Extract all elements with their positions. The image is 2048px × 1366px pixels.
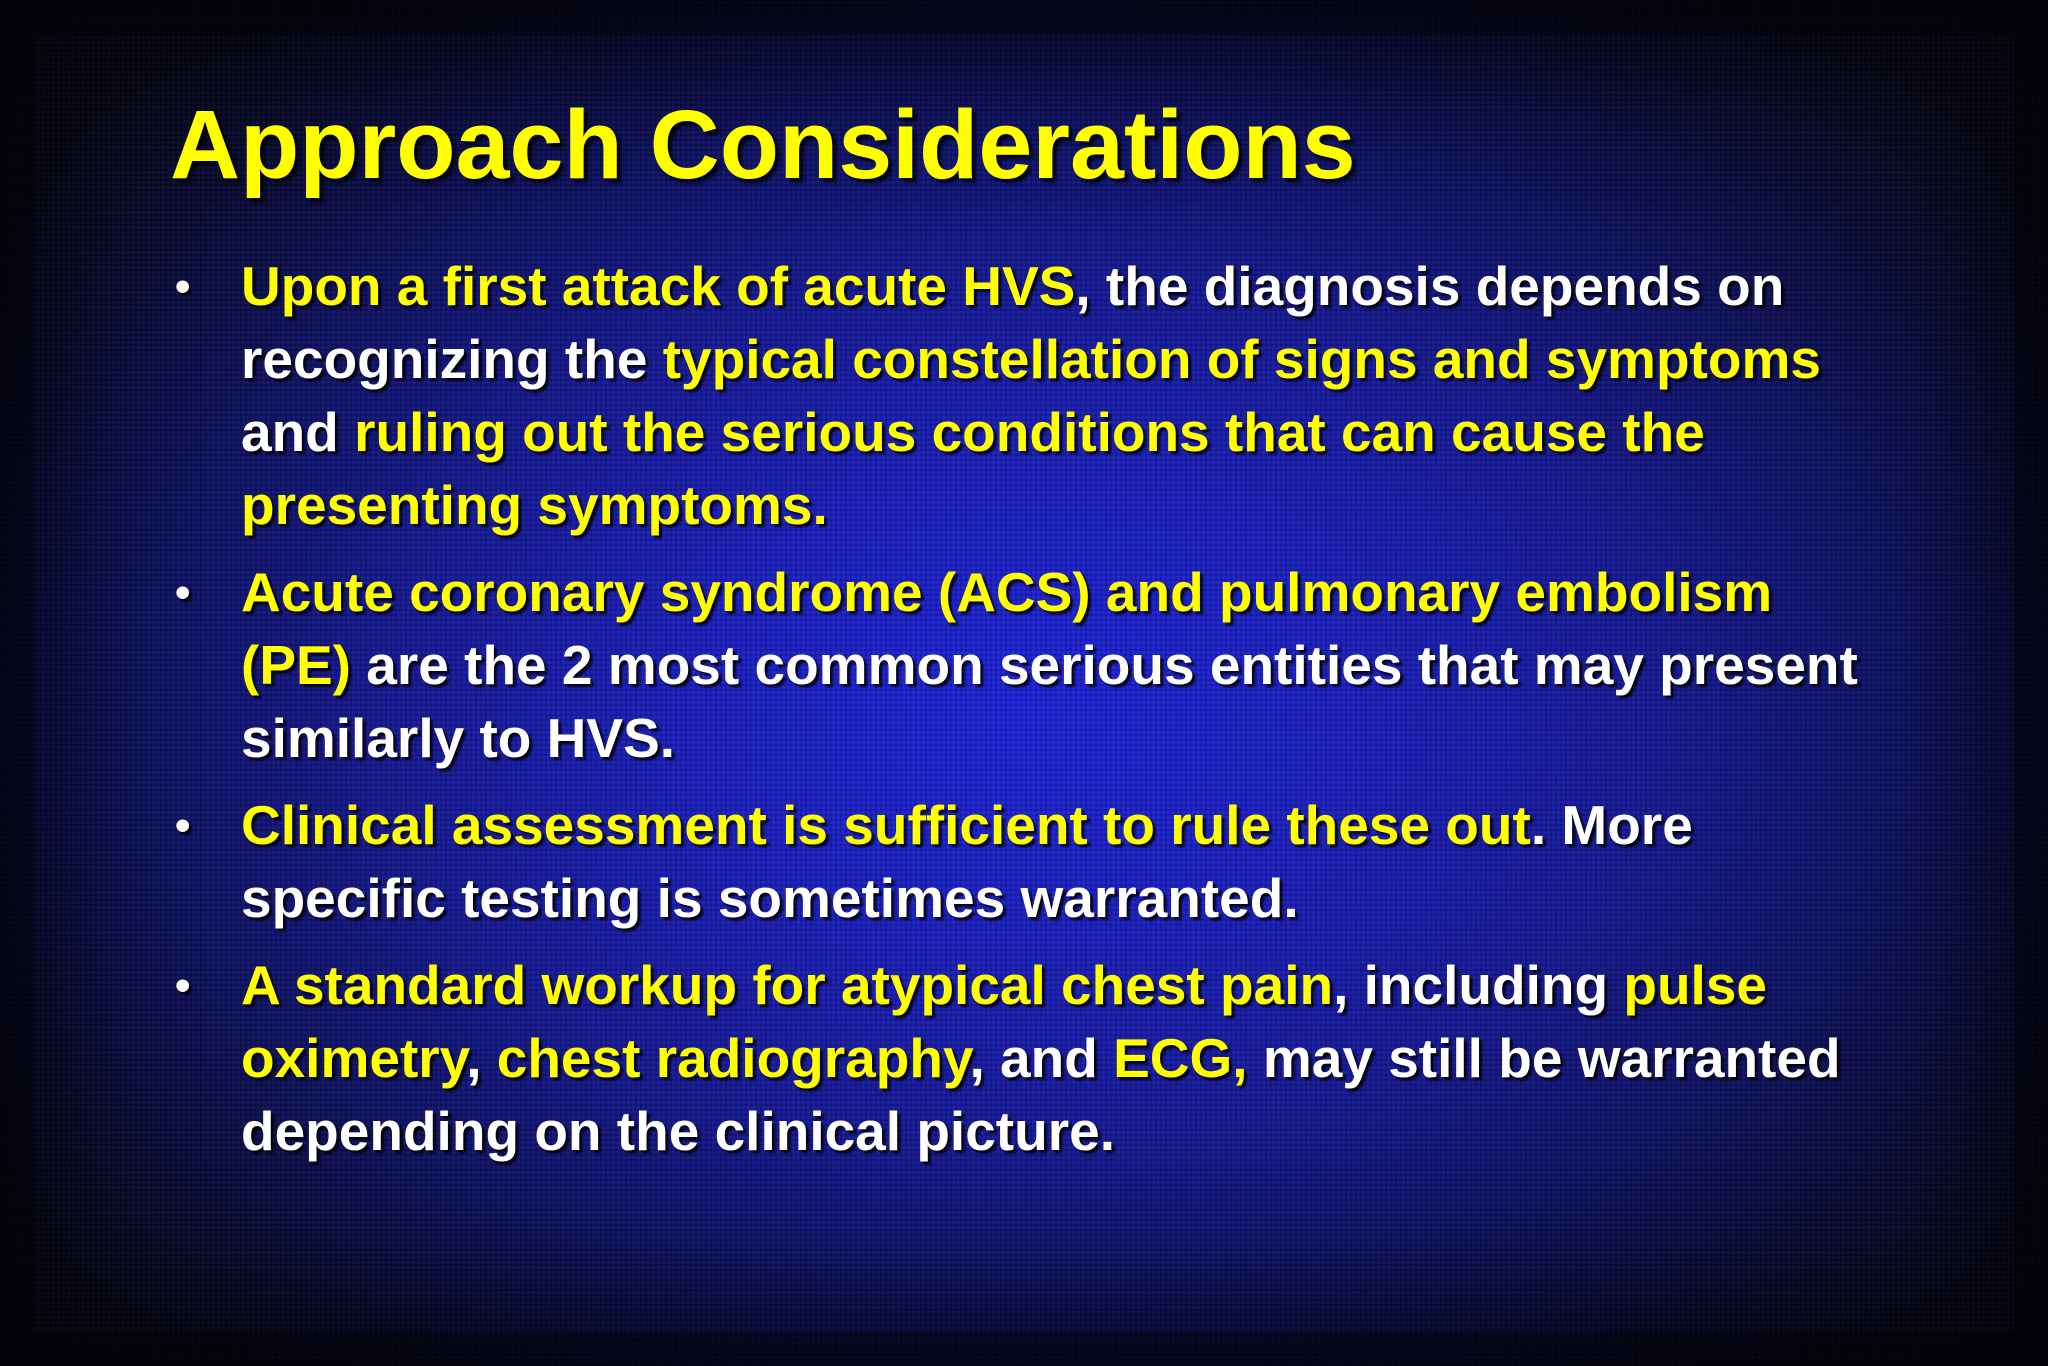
bullet-text-segment: and	[241, 401, 355, 463]
bullet-dot-icon: •	[175, 801, 191, 850]
bullet-text-segment: chest radiography	[496, 1027, 970, 1089]
bullet-text-segment: . More specific testing is sometimes warranted.	[241, 794, 1693, 929]
bullet-text-segment: , including	[1333, 954, 1624, 1016]
bullet-text-segment: Acute coronary syndrome (ACS) and pulmonary embolism (PE)	[241, 561, 1773, 696]
bullet-text-segment: may still be warranted depending on the clinical picture.	[241, 1027, 1841, 1162]
slide-title: Approach Considerations	[170, 90, 1356, 199]
bullet-list	[170, 250, 1870, 1182]
bullet-text-segment: ECG,	[1113, 1027, 1248, 1089]
bullet-text-segment: , the diagnosis depends on recognizing the	[241, 255, 1785, 390]
bullet-text-segment: ruling out the serious conditions that can cause the presenting symptoms.	[241, 401, 1705, 536]
bullet-item	[170, 556, 1870, 775]
bullet-text-segment: typical constellation of signs and symptoms	[662, 328, 1821, 390]
bullet-text-segment: , and	[969, 1027, 1114, 1089]
bullet-dot-icon: •	[175, 568, 191, 617]
bullet-text-segment: Clinical assessment is sufficient to rule these out	[241, 794, 1531, 856]
bullet-item	[170, 789, 1870, 935]
bullet-item	[170, 250, 1870, 542]
bullet-dot-icon: •	[175, 262, 191, 311]
bullet-text-segment: A standard workup for atypical chest pain	[241, 954, 1334, 1016]
bullet-text-segment: pulse oximetry	[241, 954, 1767, 1089]
bullet-text-segment: ,	[466, 1027, 497, 1089]
bullet-text-segment: Upon a first attack of acute HVS	[241, 255, 1076, 317]
bullet-item	[170, 949, 1870, 1168]
bullet-dot-icon: •	[175, 961, 191, 1010]
bullet-text-segment: are the 2 most common serious entities that may present similarly to HVS.	[241, 634, 1858, 769]
